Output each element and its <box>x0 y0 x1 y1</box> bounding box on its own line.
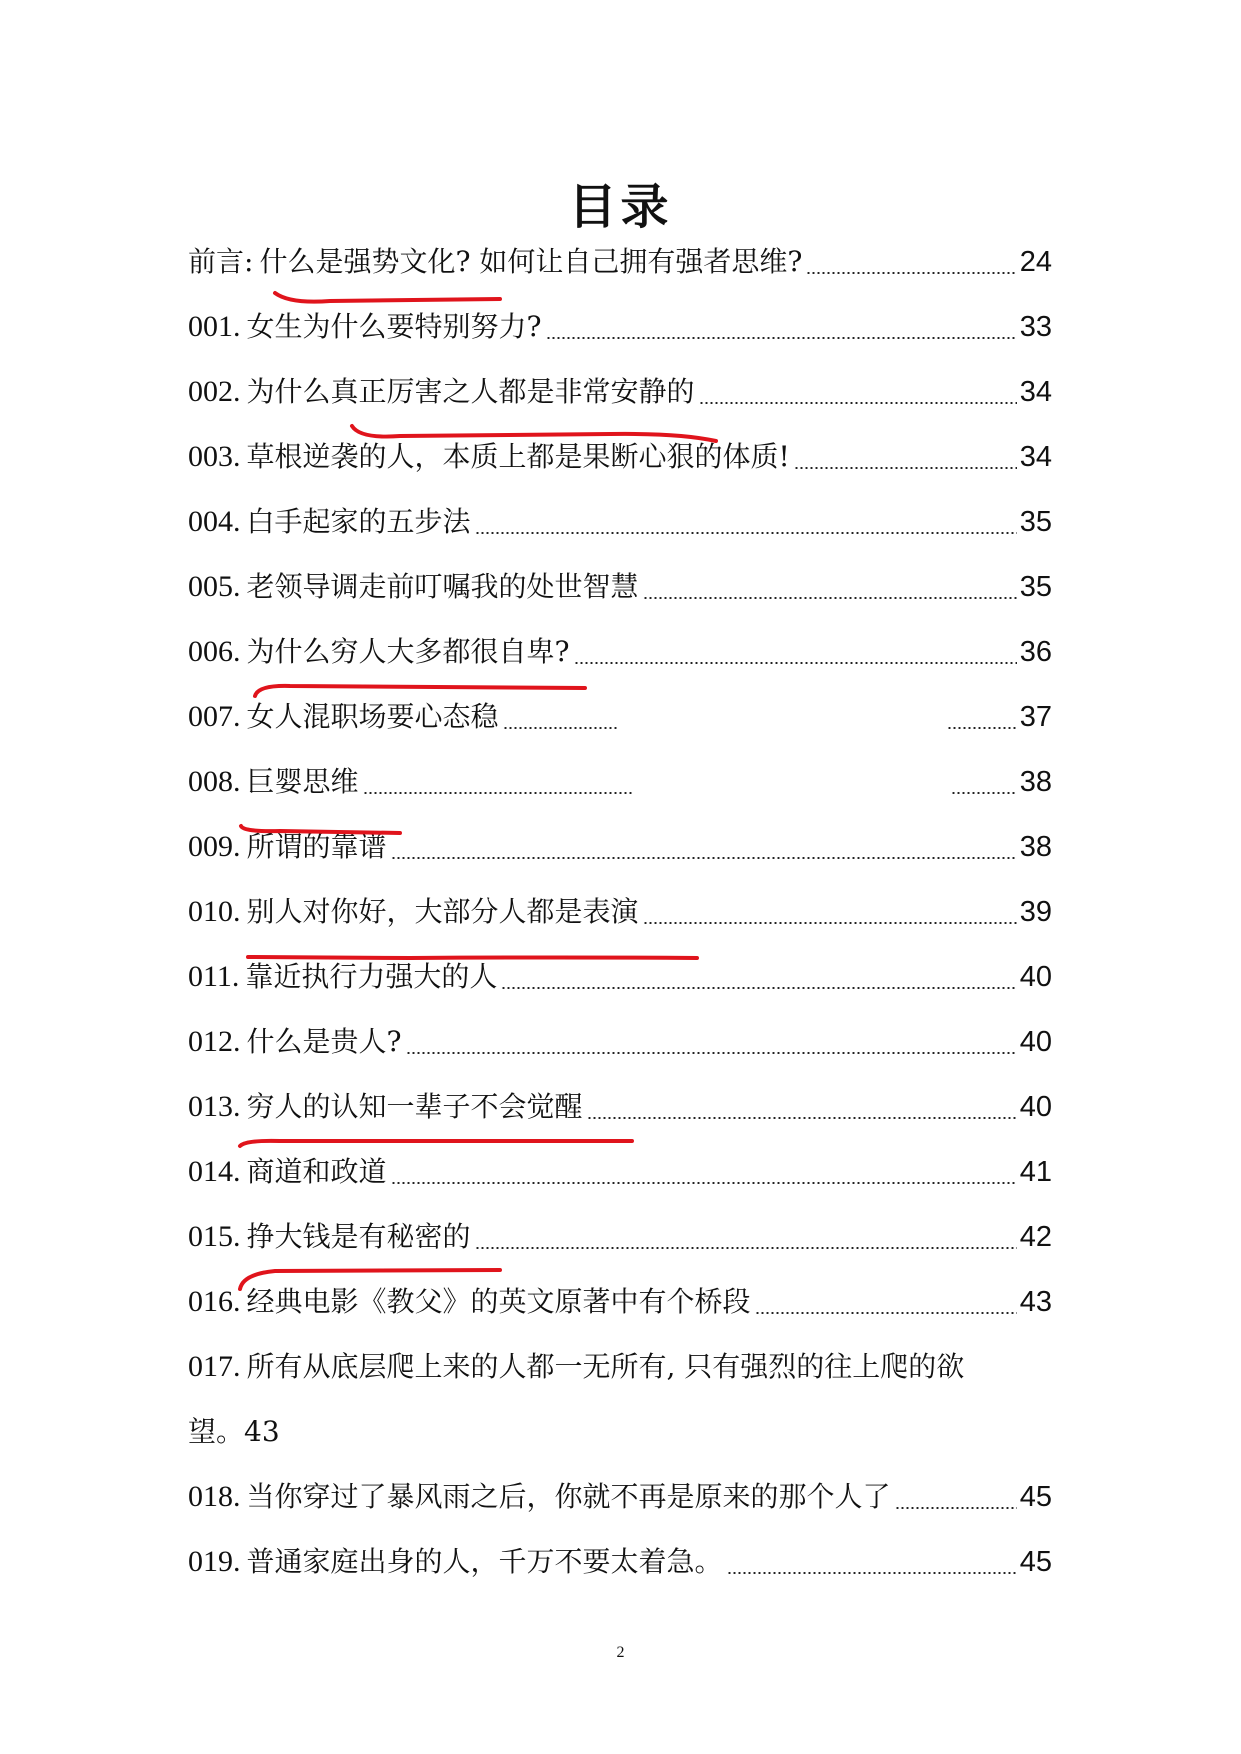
toc-entry-number: 015. <box>188 1220 241 1253</box>
toc-entry-title: 女人混职场要心态稳 <box>246 700 499 733</box>
toc-entry-number: 006. <box>188 635 241 668</box>
toc-entry-number: 018. <box>188 1480 241 1513</box>
toc-entry-title: 挣大钱是有秘密的 <box>246 1220 471 1253</box>
toc-entry-title: 为什么穷人大多都很自卑? <box>246 635 570 668</box>
toc-entry-title: 为什么真正厉害之人都是非常安静的 <box>246 375 695 408</box>
toc-entry-title: 穷人的认知一辈子不会觉醒 <box>246 1090 583 1123</box>
toc-entry-title: 什么是强势文化? 如何让自己拥有强者思维? <box>259 245 803 278</box>
toc-entry-title: 靠近执行力强大的人 <box>245 960 498 993</box>
red-underline <box>241 826 400 833</box>
toc-entry-page: 24 <box>1019 246 1052 278</box>
toc-entry-title: 经典电影《教父》的英文原著中有个桥段 <box>246 1285 751 1318</box>
toc-entry-number: 前言: <box>188 245 254 278</box>
toc-entry-number: 012. <box>188 1025 241 1058</box>
red-underline <box>255 686 585 696</box>
toc-entry-title: 所谓的靠谱 <box>246 830 387 863</box>
toc-entry-page: 38 <box>1019 831 1052 863</box>
toc-entry-number: 001. <box>188 310 241 343</box>
toc-entry-page: 43 <box>1019 1286 1052 1318</box>
toc-entry-title: 什么是贵人? <box>246 1025 402 1058</box>
toc-entry-number: 003. <box>188 440 241 473</box>
toc-entry-number: 008. <box>188 765 241 798</box>
toc-entry-number: 013. <box>188 1090 241 1123</box>
toc-entry-number: 002. <box>188 375 241 408</box>
toc-entry-number: 005. <box>188 570 241 603</box>
red-underline <box>248 957 697 958</box>
toc-entry-page: 33 <box>1019 311 1052 343</box>
toc-entry-number: 011. <box>188 960 240 993</box>
toc-entry-title: 老领导调走前叮嘱我的处世智慧 <box>246 570 639 603</box>
toc-entry-title: 别人对你好，大部分人都是表演 <box>246 895 639 928</box>
toc-entry-page: 40 <box>1019 1091 1052 1123</box>
toc-entry-page: 45 <box>1019 1481 1052 1513</box>
toc-entry-title: 当你穿过了暴风雨之后，你就不再是原来的那个人了 <box>246 1480 891 1513</box>
toc-entry-title: 女生为什么要特别努力? <box>246 310 542 343</box>
toc-entry-page: 39 <box>1019 896 1052 928</box>
toc-entry-title: 草根逆袭的人，本质上都是果断心狠的体质! <box>246 440 790 473</box>
toc-entry-page: 45 <box>1019 1546 1052 1578</box>
toc-entry-page: 35 <box>1019 571 1052 603</box>
toc-entry-page: 34 <box>1019 376 1052 408</box>
toc-entry-page: 40 <box>1019 961 1052 993</box>
page-title: 目录 <box>568 179 673 235</box>
toc-entry-page: 38 <box>1019 766 1052 798</box>
toc-entry-number: 009. <box>188 830 241 863</box>
toc-entry-title: 商道和政道 <box>246 1155 387 1188</box>
toc-entry-title: 所有从底层爬上来的人都一无所有, 只有强烈的往上爬的欲 <box>246 1350 965 1383</box>
toc-entry-number: 019. <box>188 1545 241 1578</box>
toc-entry-page: 37 <box>1019 701 1052 733</box>
toc-entry-017-continuation[interactable]: 望。43 <box>188 1415 280 1448</box>
toc-entry-title: 普通家庭出身的人，千万不要太着急。 <box>246 1545 723 1578</box>
toc-entry-page: 34 <box>1019 441 1052 473</box>
toc-entry-page: 40 <box>1019 1026 1052 1058</box>
toc-entry-number: 014. <box>188 1155 241 1188</box>
toc-entry-page: 42 <box>1019 1221 1052 1253</box>
red-underline <box>275 293 500 302</box>
red-underline <box>240 1270 500 1289</box>
toc-entry-page: 41 <box>1019 1156 1052 1188</box>
red-underline <box>352 426 716 441</box>
toc-entry-title: 白手起家的五步法 <box>246 505 471 538</box>
red-underline <box>240 1141 632 1146</box>
toc-entry-number: 017. <box>188 1350 241 1383</box>
toc-entry-number: 007. <box>188 700 241 733</box>
toc-entry-number: 016. <box>188 1285 241 1318</box>
toc-entry-page: 35 <box>1019 506 1052 538</box>
red-underline-group <box>240 293 716 1289</box>
toc-entry-number: 010. <box>188 895 241 928</box>
toc-entry-number: 004. <box>188 505 241 538</box>
toc-entry-page: 36 <box>1019 636 1052 668</box>
toc-entry-title: 巨婴思维 <box>246 765 359 798</box>
page-number: 2 <box>616 1644 625 1661</box>
